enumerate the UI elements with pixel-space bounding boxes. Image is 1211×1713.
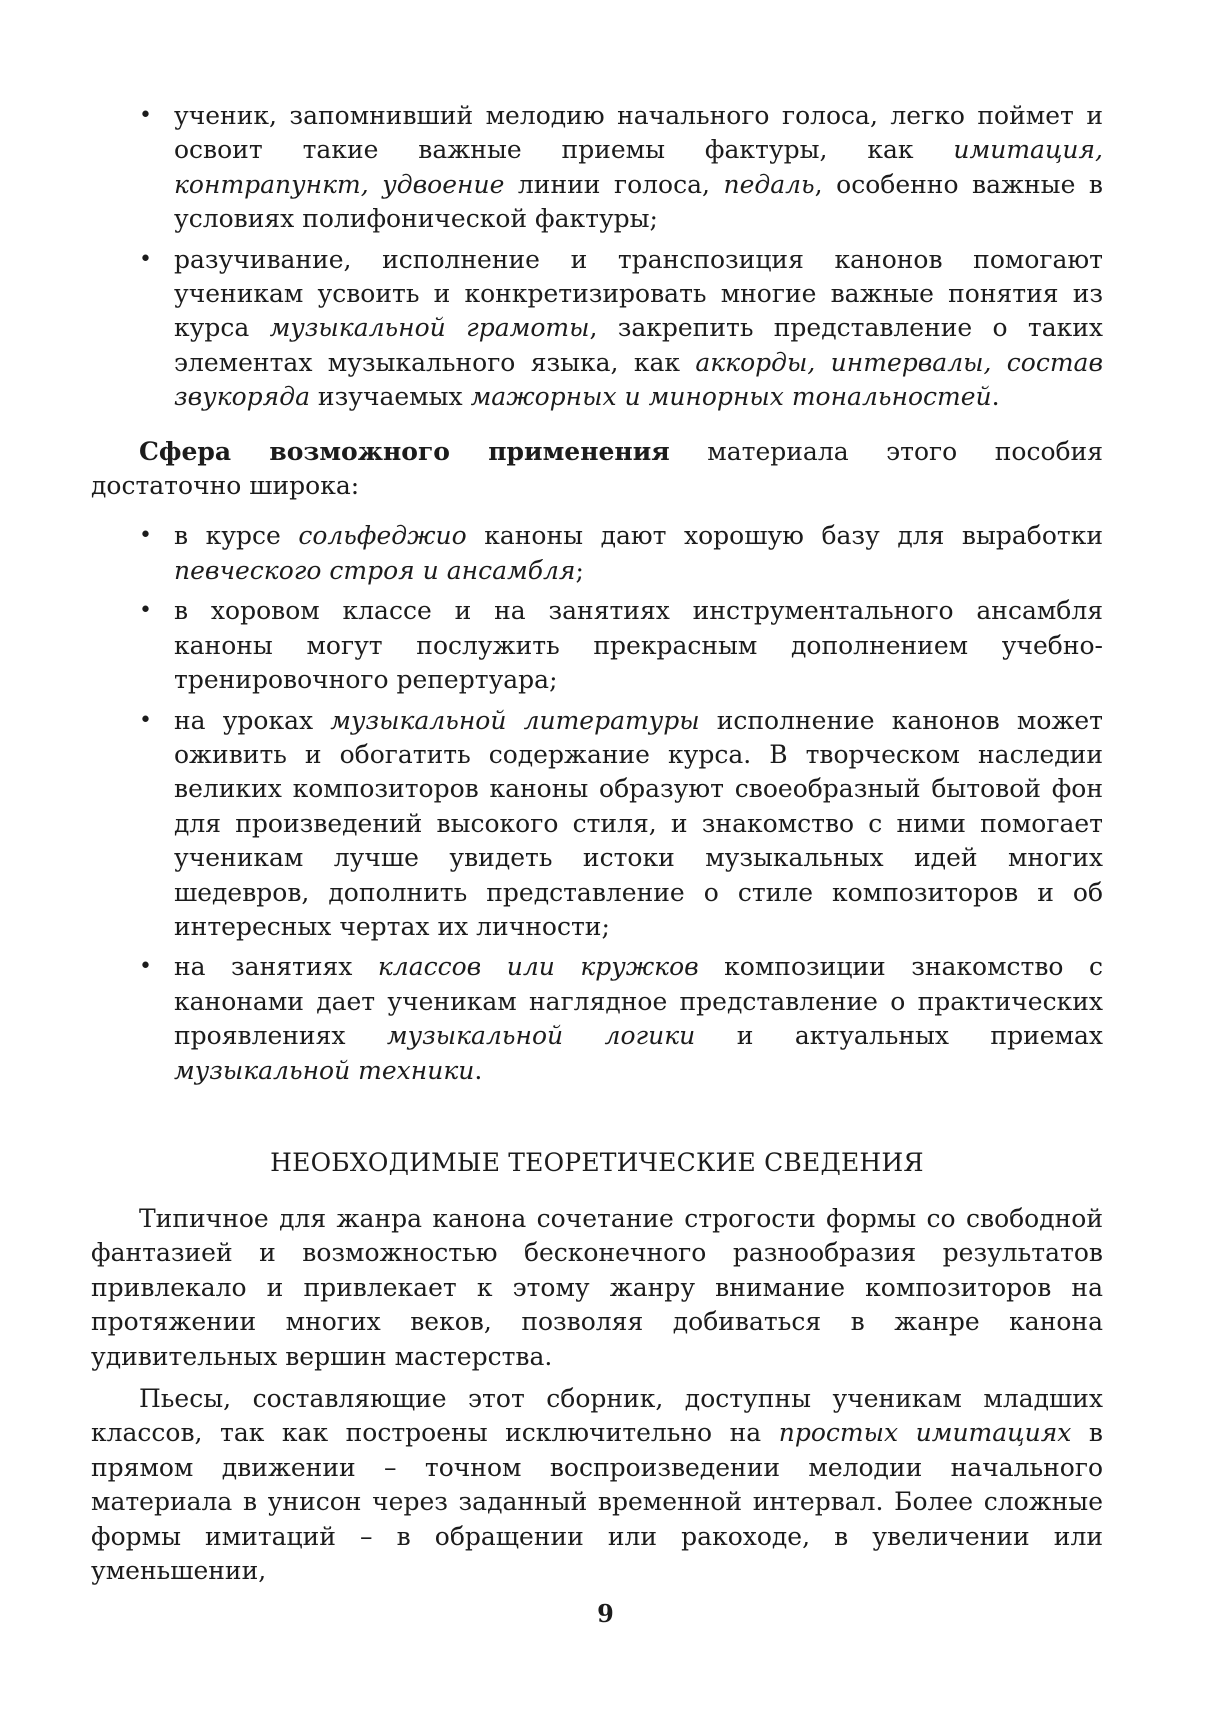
paragraph (91, 1382, 1103, 1588)
italic-term: имитация, контрапункт, удвоение (174, 135, 1103, 199)
italic-term: педаль (723, 169, 815, 199)
list-item (91, 594, 1103, 697)
bullet-icon: • (139, 598, 152, 624)
text-run: каноны дают хорошую базу для выработки (466, 521, 1104, 551)
text-run: в прямом движении – точном воспроизведении мелодии начального материала в унисон через заданный временной интервал. Более сложные формы имитаций – в обращении или ракоходе, в увеличении или уменьшении, (91, 1418, 1103, 1586)
list-item (91, 950, 1103, 1088)
text-run: изучаемых (309, 382, 471, 412)
text-run: на уроках (174, 705, 331, 735)
bold-text: Сфера возможного применения (139, 436, 670, 466)
text-run: композиции знакомство с канонами дает ученикам наглядное представление о практических проявлениях (174, 952, 1103, 1051)
bullet-icon: • (139, 707, 152, 733)
italic-term: сольфеджио (298, 521, 467, 551)
italic-term: певческого строя и ансамбля (174, 555, 576, 585)
text-run: ; (575, 555, 584, 585)
paragraph (91, 1202, 1103, 1374)
list-item (91, 519, 1103, 588)
italic-term: мажорных и минорных тональностей (470, 382, 992, 412)
paragraph-sphere-of-application (91, 435, 1103, 504)
text-run: ученик, запомнивший мелодию начального голоса, легко поймет и освоит такие важные приемы фактуры, как (174, 101, 1103, 165)
page-number: 9 (597, 1599, 614, 1628)
list-item (91, 704, 1103, 945)
text-run: линии голоса, (504, 169, 724, 199)
text-run: и актуальных приемах (695, 1021, 1104, 1051)
text-run: в курсе (174, 521, 299, 551)
italic-term: музыкальной литературы (330, 705, 700, 735)
bullet-list-benefits (91, 99, 1103, 415)
italic-term: музыкальной грамоты (269, 313, 590, 343)
italic-term: простых имитациях (778, 1418, 1072, 1448)
text-run: разучивание, исполнение и транспозиция канонов помогают ученикам усвоить и конкретизировать многие важные понятия из курса (174, 244, 1103, 343)
bullet-icon: • (139, 103, 152, 128)
text-run: , особенно важные в условиях полифонической фактуры; (174, 169, 1103, 234)
text-run: на занятиях (174, 952, 378, 982)
italic-term: классов или кружков (377, 952, 699, 982)
text-run: Пьесы, составляющие этот сборник, доступны ученикам младших классов, так как построены исключительно на (91, 1384, 1103, 1448)
italic-term: аккорды, интервалы, состав звукоряда (174, 347, 1103, 412)
text-run: материала этого пособия достаточно широка: (91, 436, 1103, 501)
bullet-icon: • (139, 954, 152, 980)
text-run: . (474, 1055, 483, 1085)
italic-term: музыкальной техники (174, 1055, 475, 1085)
bullet-icon: • (139, 523, 152, 549)
list-item (91, 243, 1103, 415)
italic-term: музыкальной логики (386, 1021, 696, 1051)
page-content (91, 99, 1103, 1588)
text-run: , закрепить представление о таких элементах музыкального языка, как (174, 313, 1103, 377)
theory-section (91, 1202, 1103, 1588)
section-title: НЕОБХОДИМЫЕ ТЕОРЕТИЧЕСКИЕ СВЕДЕНИЯ (270, 1147, 924, 1177)
bullet-icon: • (139, 246, 152, 272)
bullet-list-applications (91, 519, 1103, 1088)
text-run: исполнение канонов может оживить и обогатить содержание курса. В творческом наследии великих композиторов каноны образуют своеобразный бытовой фон для произведений высокого стиля, и знакомство с ними помогает ученикам лучше увидеть истоки музыкальных идей многих шедевров, дополнить представление о стиле композиторов и об интересных чертах их личности; (174, 705, 1103, 941)
list-item (91, 99, 1103, 237)
text-run: . (991, 382, 1000, 412)
text-run: в хоровом классе и на занятиях инструментального ансамбля каноны могут послужить прекрасным дополнением учебно-тренировочного репертуара; (174, 596, 1103, 695)
text-run: Типичное для жанра канона сочетание строгости формы со свободной фантазией и возможностью бесконечного разнообразия результатов привлекало и привлекает к этому жанру внимание композиторов на протяжении многих веков, позволяя добиваться в жанре канона удивительных вершин мастерства. (91, 1203, 1103, 1371)
